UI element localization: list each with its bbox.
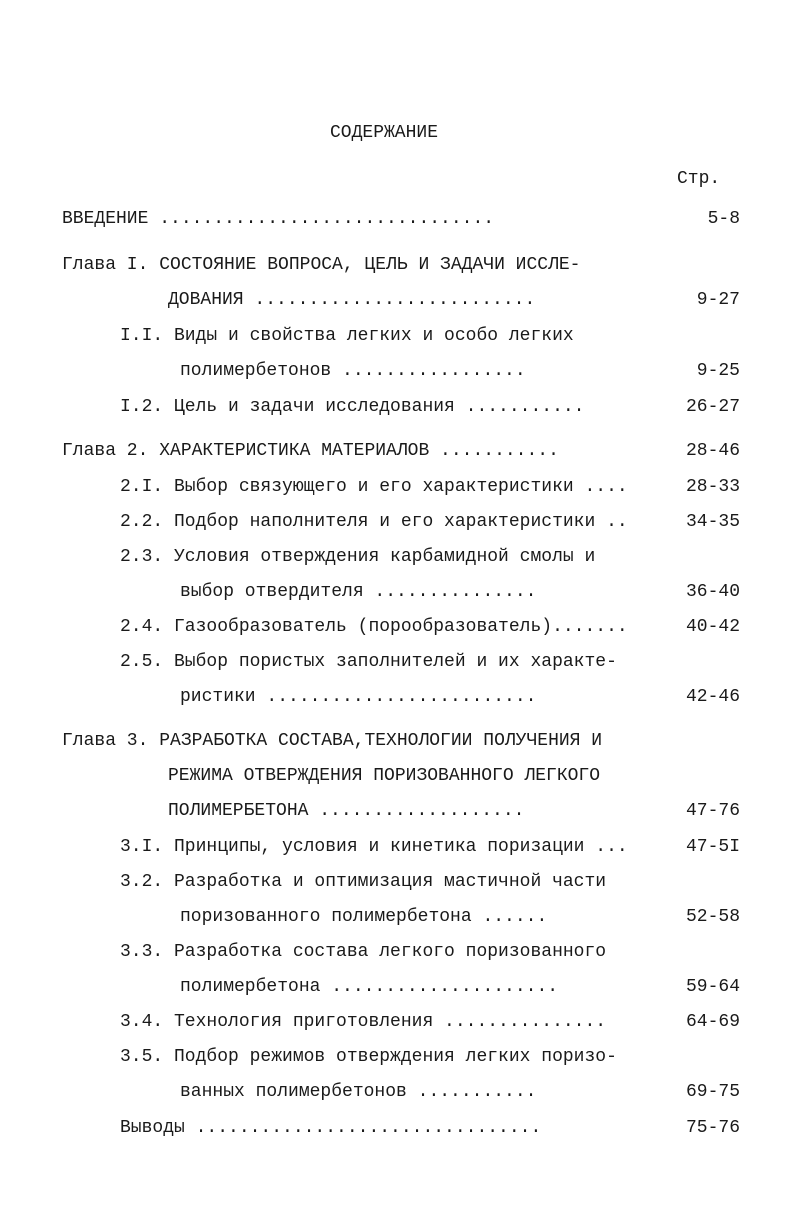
toc-entry-page: 36-40: [685, 582, 740, 602]
toc-entry-text: ристики .........................: [180, 687, 537, 707]
toc-entry-text: Выводы ................................: [120, 1118, 542, 1138]
toc-entry-text: 2.5. Выбор пористых заполнителей и их характе-: [120, 652, 617, 672]
toc-entry-text: ДОВАНИЯ ..........................: [168, 290, 536, 310]
toc-entry-page: 59-64: [685, 977, 740, 997]
toc-entry-page: 52-58: [685, 907, 740, 927]
toc-entry-text: РЕЖИМА ОТВЕРЖДЕНИЯ ПОРИЗОВАННОГО ЛЕГКОГО: [168, 766, 601, 786]
toc-entry-text: 3.4. Технология приготовления ...............: [120, 1012, 607, 1032]
toc-entry-page: 9-25: [696, 361, 740, 381]
toc-entry-page: 47-5I: [685, 837, 740, 857]
toc-entry-page: 69-75: [685, 1082, 740, 1102]
toc-entry-text: поризованного полимербетона ......: [180, 907, 548, 927]
toc-entry-text: 3.2. Разработка и оптимизация мастичной части: [120, 872, 607, 892]
toc-entry-text: ВВЕДЕНИЕ ...............................: [62, 209, 495, 229]
toc-entry-page: 28-46: [685, 441, 740, 461]
toc-entry-text: Глава I. СОСТОЯНИЕ ВОПРОСА, ЦЕЛЬ И ЗАДАЧИ ИССЛЕ-: [62, 255, 581, 275]
toc-entry-page: 5-8: [707, 209, 740, 229]
toc-entry-page: 42-46: [685, 687, 740, 707]
toc-entry-text: Глава 3. РАЗРАБОТКА СОСТАВА,ТЕХНОЛОГИИ ПОЛУЧЕНИЯ И: [62, 731, 603, 751]
toc-entry-text: 3.I. Принципы, условия и кинетика поризации ...: [120, 837, 628, 857]
toc-entry-text: Глава 2. ХАРАКТЕРИСТИКА МАТЕРИАЛОВ ...........: [62, 441, 559, 461]
toc-entry-text: полимербетона .....................: [180, 977, 559, 997]
toc-entry-page: 64-69: [685, 1012, 740, 1032]
toc-entry-text: 2.2. Подбор наполнителя и его характеристики ..: [120, 512, 628, 532]
toc-entry-text: 2.I. Выбор связующего и его характеристики ....: [120, 477, 628, 497]
toc-entry-text: полимербетонов .................: [180, 361, 526, 381]
toc-entry-text: I.I. Виды и свойства легких и особо легких: [120, 326, 574, 346]
toc-entry-page: 40-42: [685, 617, 740, 637]
toc-entry-page: 34-35: [685, 512, 740, 532]
toc-entry-page: 26-27: [685, 397, 740, 417]
toc-entry-text: выбор отвердителя ...............: [180, 582, 537, 602]
toc-entry-page: 9-27: [696, 290, 740, 310]
toc-entry-text: 3.5. Подбор режимов отверждения легких поризо-: [120, 1047, 617, 1067]
toc-entry-page: 28-33: [685, 477, 740, 497]
toc-entry-page: 75-76: [685, 1118, 740, 1138]
toc-entry-text: 3.3. Разработка состава легкого поризованного: [120, 942, 607, 962]
toc-entry-text: ПОЛИМЕРБЕТОНА ...................: [168, 801, 525, 821]
toc-entry-page: 47-76: [685, 801, 740, 821]
toc-entry-text: 2.3. Условия отверждения карбамидной смолы и: [120, 547, 596, 567]
toc-entry-text: 2.4. Газообразователь (порообразователь).......: [120, 617, 628, 637]
toc-entry-text: I.2. Цель и задачи исследования ...........: [120, 397, 585, 417]
toc-entry-text: ванных полимербетонов ...........: [180, 1082, 537, 1102]
page-column-header: Стр.: [677, 169, 721, 189]
page-title: СОДЕРЖАНИЕ: [330, 123, 439, 143]
